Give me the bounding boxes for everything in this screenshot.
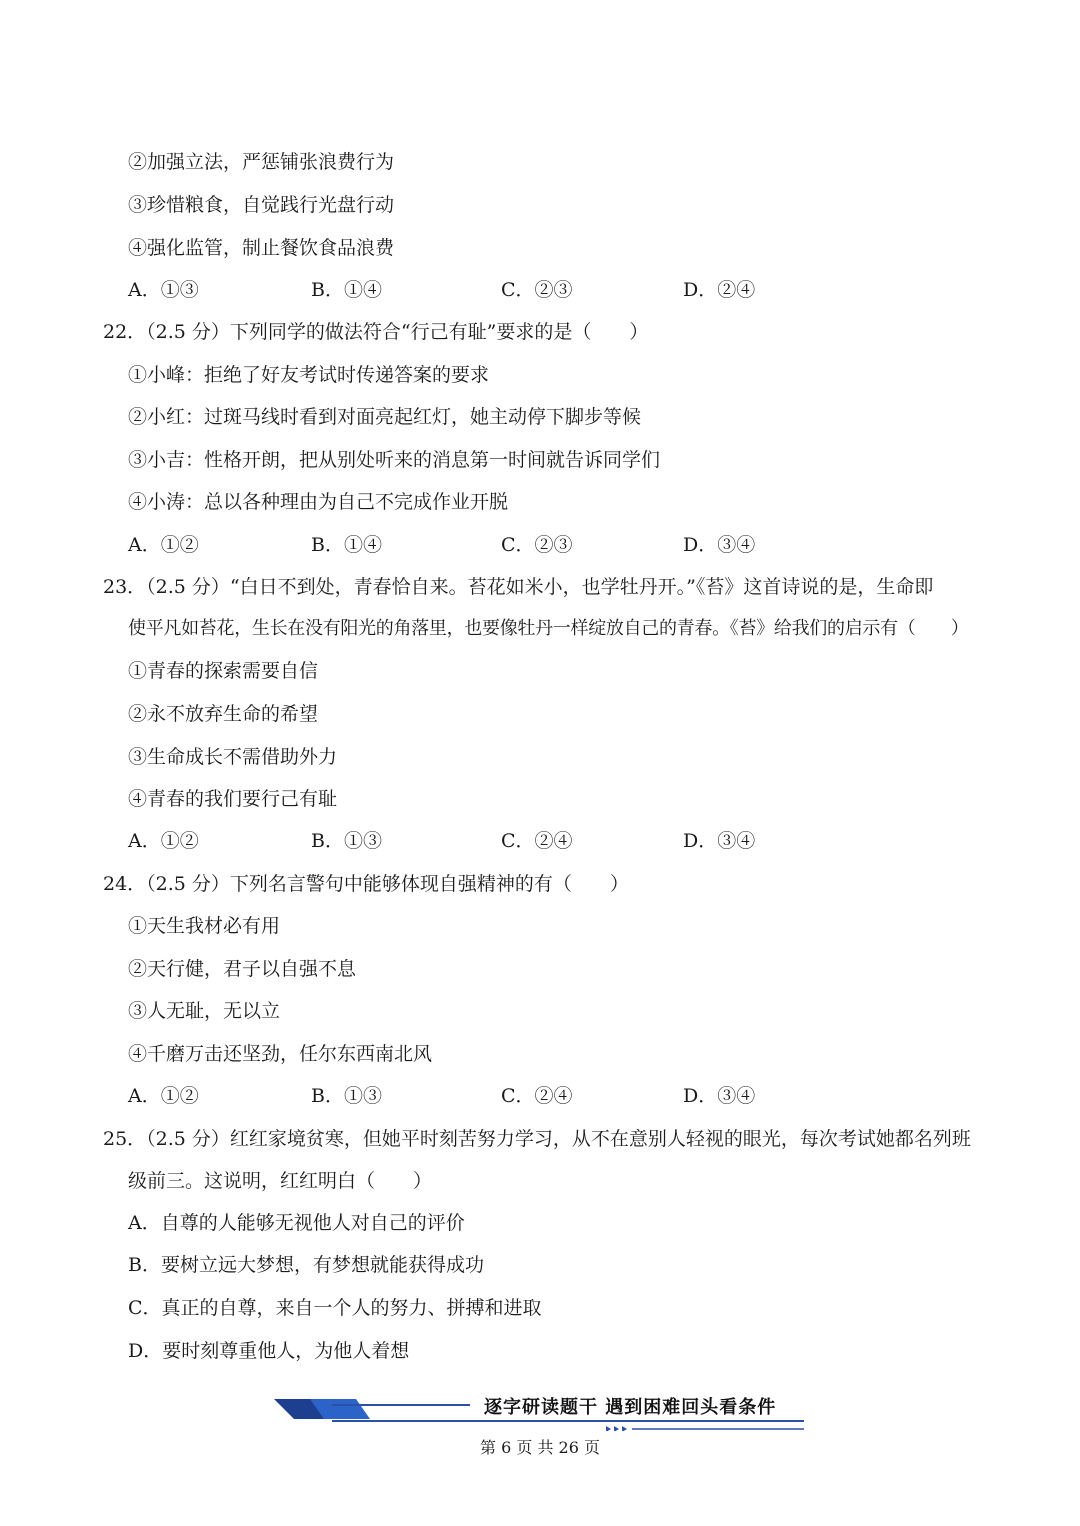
arrow-mark-1 bbox=[606, 1426, 611, 1431]
q25-choice-c[interactable]: C．真正的自尊，来自一个人的努力、拼搏和进取 bbox=[128, 1297, 542, 1319]
q24-item-4: ④千磨万击还坚劲，任尔东西南北风 bbox=[128, 1043, 433, 1065]
q22-options bbox=[0, 533, 1080, 557]
arrow-mark-2 bbox=[614, 1426, 619, 1431]
q24-option-c[interactable]: C．②④ bbox=[501, 1085, 573, 1107]
q23-item-3: ③生命成长不需借助外力 bbox=[128, 746, 338, 768]
q22-option-c[interactable]: C．②③ bbox=[501, 534, 573, 556]
q21-option-a[interactable]: A．①③ bbox=[128, 279, 199, 301]
q21-item-3: ③珍惜粮食，自觉践行光盘行动 bbox=[128, 194, 395, 216]
q21-option-c[interactable]: C．②③ bbox=[501, 279, 573, 301]
q23-option-b[interactable]: B．①③ bbox=[311, 830, 382, 852]
q22-option-a[interactable]: A．①② bbox=[128, 534, 199, 556]
q21-option-b[interactable]: B．①④ bbox=[311, 279, 382, 301]
q23-item-2: ②永不放弃生命的希望 bbox=[128, 703, 319, 725]
q22-stem: 22．（2.5 分）下列同学的做法符合“行己有耻”要求的是（ ） bbox=[103, 321, 649, 343]
q23-option-c[interactable]: C．②④ bbox=[501, 830, 573, 852]
q23-option-d[interactable]: D．③④ bbox=[683, 830, 756, 852]
q22-item-4: ④小涛：总以各种理由为自己不完成作业开脱 bbox=[128, 491, 509, 513]
q23-item-4: ④青春的我们要行己有耻 bbox=[128, 788, 338, 810]
q25-stem-line-2: 级前三。这说明，红红明白（ ） bbox=[128, 1170, 433, 1192]
q23-options bbox=[0, 829, 1080, 853]
q24-option-b[interactable]: B．①③ bbox=[311, 1085, 382, 1107]
footer-slogan: 逐字研读题干 遇到困难回头看条件 bbox=[484, 1397, 777, 1418]
q22-item-1: ①小峰：拒绝了好友考试时传递答案的要求 bbox=[128, 364, 490, 386]
q22-item-3: ③小吉：性格开朗，把从别处听来的消息第一时间就告诉同学们 bbox=[128, 449, 661, 471]
q23-stem-line-1: 23．（2.5 分）“白日不到处，青春恰自来。苔花如米小，也学牡丹开。”《苔》这首诗说的是，生命即 bbox=[103, 576, 934, 598]
q25-stem-line-1: 25．（2.5 分）红红家境贫寒，但她平时刻苦努力学习，从不在意别人轻视的眼光，每次考试她都名列班 bbox=[103, 1128, 971, 1150]
q23-option-a[interactable]: A．①② bbox=[128, 830, 199, 852]
q21-option-d[interactable]: D．②④ bbox=[683, 279, 756, 301]
q22-option-b[interactable]: B．①④ bbox=[311, 534, 382, 556]
q24-options bbox=[0, 1084, 1080, 1108]
q24-option-d[interactable]: D．③④ bbox=[683, 1085, 756, 1107]
q25-choice-d[interactable]: D．要时刻尊重他人，为他人着想 bbox=[128, 1340, 410, 1362]
q23-item-1: ①青春的探索需要自信 bbox=[128, 660, 319, 682]
q25-choice-a[interactable]: A．自尊的人能够无视他人对自己的评价 bbox=[128, 1212, 465, 1234]
q21-options bbox=[0, 278, 1080, 302]
q21-item-2: ②加强立法，严惩铺张浪费行为 bbox=[128, 151, 395, 173]
q24-item-1: ①天生我材必有用 bbox=[128, 915, 281, 937]
q24-item-3: ③人无耻，无以立 bbox=[128, 1000, 281, 1022]
arrow-mark-3 bbox=[622, 1426, 627, 1431]
q24-item-2: ②天行健，君子以自强不息 bbox=[128, 958, 357, 980]
page-number: 第 6 页 共 26 页 bbox=[480, 1438, 600, 1457]
q24-option-a[interactable]: A．①② bbox=[128, 1085, 199, 1107]
q25-choice-b[interactable]: B．要树立远大梦想，有梦想就能获得成功 bbox=[128, 1254, 484, 1276]
q24-stem: 24．（2.5 分）下列名言警句中能够体现自强精神的有（ ） bbox=[103, 873, 629, 895]
q22-option-d[interactable]: D．③④ bbox=[683, 534, 756, 556]
q21-item-4: ④强化监管，制止餐饮食品浪费 bbox=[128, 237, 395, 259]
q23-stem-line-2: 使平凡如苔花，生长在没有阳光的角落里，也要像牡丹一样绽放自己的青春。《苔》给我们的启示有（ ） bbox=[128, 618, 969, 639]
q22-item-2: ②小红：过斑马线时看到对面亮起红灯，她主动停下脚步等候 bbox=[128, 406, 642, 428]
